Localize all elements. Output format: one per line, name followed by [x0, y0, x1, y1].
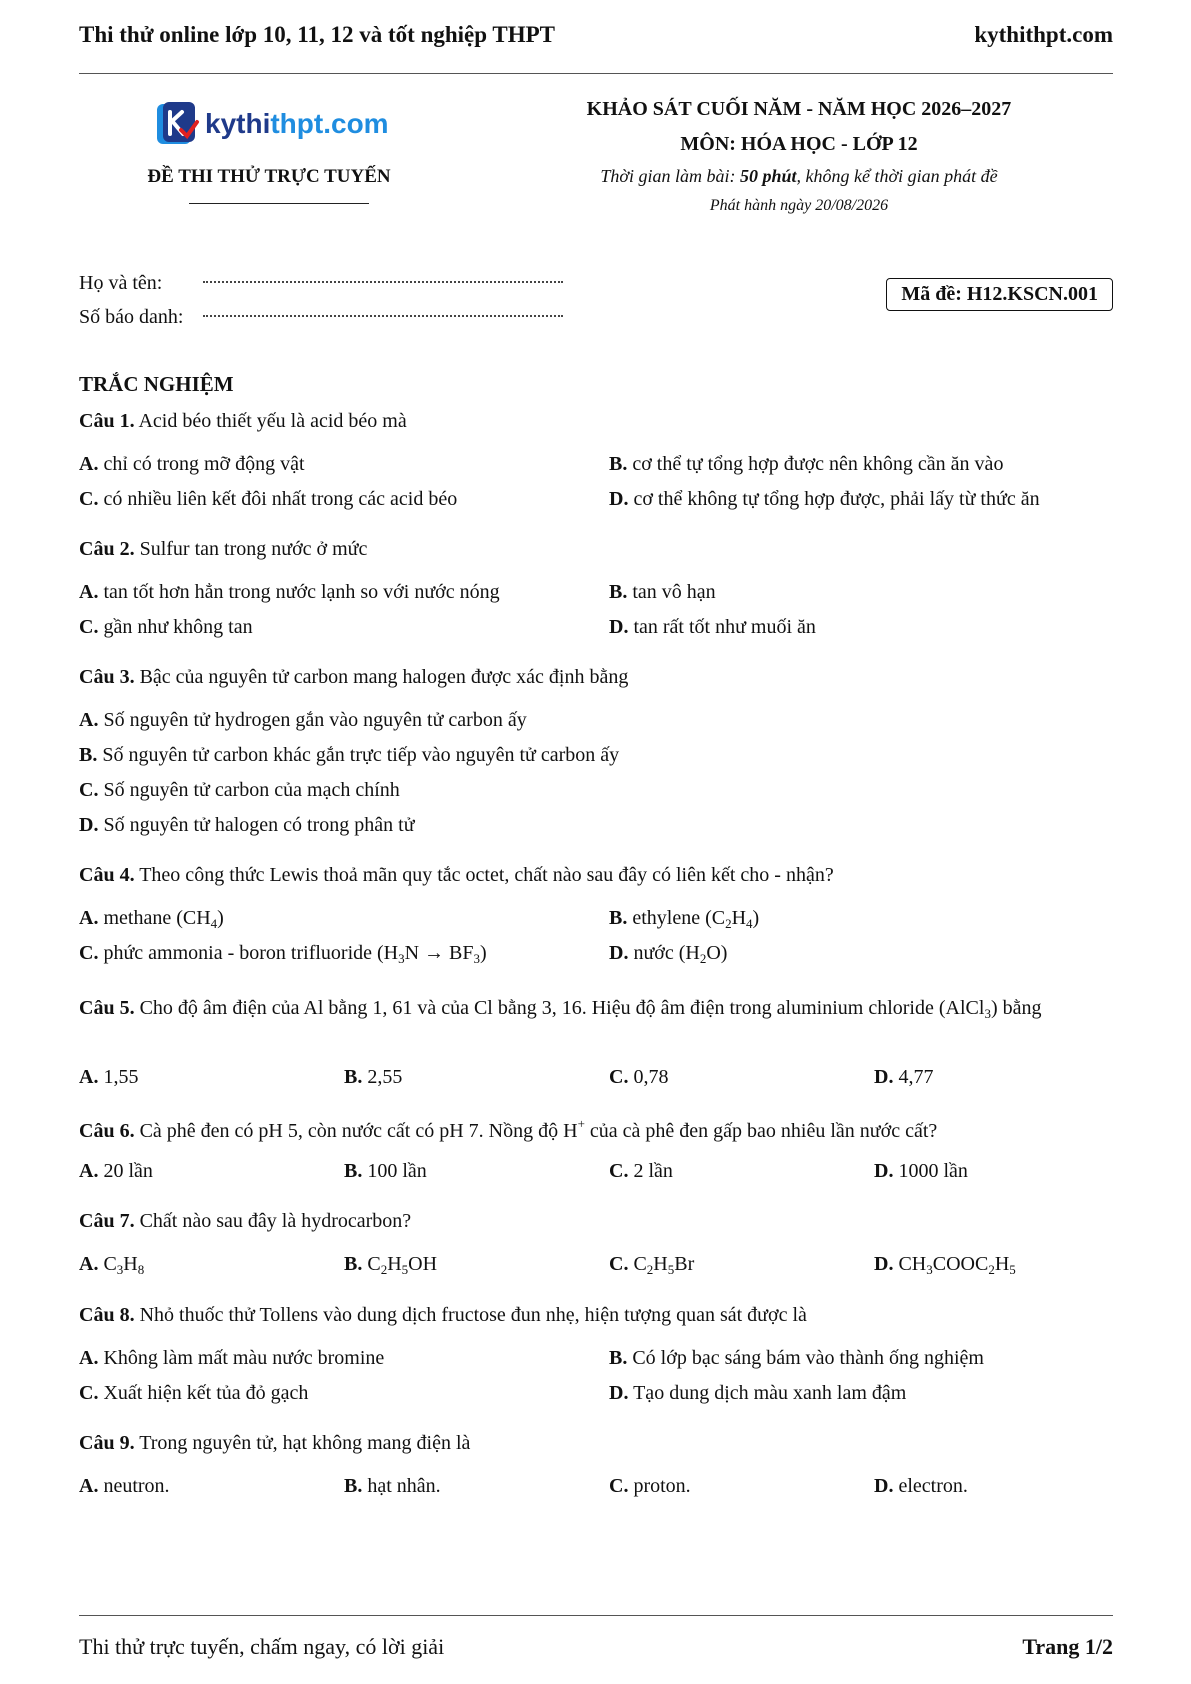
q7-option-d[interactable]: D. $CH_3COOC_2H_5$: [874, 1253, 1016, 1277]
q7-option-b[interactable]: B. $C_2H_5OH$: [344, 1253, 438, 1277]
q1-option-d[interactable]: D. cơ thể không tự tổng hợp được, phải lấy từ thức ăn: [609, 488, 1040, 510]
q1-option-b[interactable]: B. cơ thể tự tổng hợp được nên không cần ăn vào: [609, 453, 1004, 475]
name-label: Họ và tên:: [79, 272, 163, 294]
id-field[interactable]: [203, 315, 563, 317]
q4-option-c[interactable]: C. phức ammonia - boron trifluoride $(H_3N \to BF_3)$: [79, 942, 487, 966]
q9-option-c[interactable]: C. proton.: [609, 1475, 691, 1497]
q3-option-c[interactable]: C. Số nguyên tử carbon của mạch chính: [79, 779, 400, 801]
q8-option-c[interactable]: C. Xuất hiện kết tủa đỏ gạch: [79, 1382, 309, 1404]
q2-option-b[interactable]: B. tan vô hạn: [609, 581, 716, 603]
logo-text: kythithpt.com: [205, 108, 389, 139]
section-title: TRẮC NGHIỆM: [79, 372, 234, 396]
q5-option-c[interactable]: C. 0,78: [609, 1066, 669, 1088]
question-2: Câu 2. Sulfur tan trong nước ở mức: [79, 538, 368, 560]
q3-option-d[interactable]: D. Số nguyên tử halogen có trong phân tử: [79, 814, 415, 836]
footer-tagline: Thi thử trực tuyến, chấm ngay, có lời giải: [79, 1634, 445, 1659]
question-6: Câu 6. Cà phê đen có pH 5, còn nước cất có pH 7. Nồng độ H+ của cà phê đen gấp bao nhiêu lần nước cất?: [79, 1116, 938, 1142]
question-3: Câu 3. Bậc của nguyên tử carbon mang halogen được xác định bằng: [79, 666, 629, 688]
q5-option-a[interactable]: A. 1,55: [79, 1066, 139, 1088]
question-7: Câu 7. Chất nào sau đây là hydrocarbon?: [79, 1210, 412, 1232]
question-8: Câu 8. Nhỏ thuốc thử Tollens vào dung dịch fructose đun nhẹ, hiện tượng quan sát được là: [79, 1304, 807, 1326]
candidate-fields: [79, 266, 563, 334]
footer-rule: [79, 1615, 1113, 1616]
exam-duration: Thời gian làm bài: 50 phút, không kể thời gian phát đề: [600, 166, 998, 186]
exam-subject: MÔN: HÓA HỌC - LỚP 12: [680, 133, 918, 155]
q1-option-c[interactable]: C. có nhiều liên kết đôi nhất trong các acid béo: [79, 488, 458, 510]
page-header: [79, 22, 1113, 48]
q4-option-d[interactable]: D. nước $(H_2O)$: [609, 942, 728, 966]
q9-option-b[interactable]: B. hạt nhân.: [344, 1475, 441, 1497]
q6-option-b[interactable]: B. 100 lần: [344, 1160, 427, 1182]
q5-option-b[interactable]: B. 2,55: [344, 1066, 403, 1088]
exam-page: [79, 0, 1113, 1684]
q8-option-b[interactable]: B. Có lớp bạc sáng bám vào thành ống nghiệm: [609, 1347, 984, 1369]
q6-option-a[interactable]: A. 20 lần: [79, 1160, 153, 1182]
question-9: Câu 9. Trong nguyên tử, hạt không mang điện là: [79, 1432, 471, 1454]
q2-option-d[interactable]: D. tan rất tốt như muối ăn: [609, 616, 816, 638]
q5-option-d[interactable]: D. 4,77: [874, 1066, 934, 1088]
header-rule: [79, 73, 1113, 74]
id-label: Số báo danh:: [79, 306, 184, 328]
header-title: Thi thử online lớp 10, 11, 12 và tốt nghiệp THPT: [79, 22, 555, 47]
q1-option-a[interactable]: A. chỉ có trong mỡ động vật: [79, 453, 305, 475]
q8-option-a[interactable]: A. Không làm mất màu nước bromine: [79, 1347, 385, 1369]
q2-option-a[interactable]: A. tan tốt hơn hẳn trong nước lạnh so với nước nóng: [79, 581, 500, 603]
logo-icon: [153, 100, 201, 148]
q6-option-d[interactable]: D. 1000 lần: [874, 1160, 968, 1182]
q2-option-c[interactable]: C. gần như không tan: [79, 616, 253, 638]
question-1: Câu 1. Acid béo thiết yếu là acid béo mà: [79, 410, 407, 432]
page-number: Trang 1/2: [1022, 1634, 1113, 1659]
exam-code-badge: Mã đề: H12.KSCN.001: [886, 278, 1113, 311]
exam-heading: [519, 98, 1079, 215]
q7-option-a[interactable]: A. $C_3H_8$: [79, 1253, 145, 1277]
question-4: Câu 4. Theo công thức Lewis thoả mãn quy tắc octet, chất nào sau đây có liên kết cho - nhận?: [79, 864, 834, 886]
name-field[interactable]: [203, 281, 563, 283]
site-logo[interactable]: [153, 100, 389, 148]
header-site[interactable]: kythithpt.com: [974, 22, 1113, 47]
exam-type-title: ĐỀ THI THỬ TRỰC TUYẾN: [147, 166, 391, 187]
q3-option-a[interactable]: A. Số nguyên tử hydrogen gắn vào nguyên tử carbon ấy: [79, 709, 527, 731]
q9-option-a[interactable]: A. neutron.: [79, 1475, 170, 1497]
q9-option-d[interactable]: D. electron.: [874, 1475, 968, 1497]
q8-option-d[interactable]: D. Tạo dung dịch màu xanh lam đậm: [609, 1382, 907, 1404]
exam-title: KHẢO SÁT CUỐI NĂM - NĂM HỌC 2026–2027: [586, 98, 1012, 120]
q6-option-c[interactable]: C. 2 lần: [609, 1160, 673, 1182]
page-footer: [79, 1634, 1113, 1660]
q3-option-b[interactable]: B. Số nguyên tử carbon khác gắn trực tiếp vào nguyên tử carbon ấy: [79, 744, 620, 766]
exam-release-date: Phát hành ngày 20/08/2026: [709, 197, 889, 214]
q4-option-b[interactable]: B. ethylene $(C_2H_4)$: [609, 907, 760, 931]
question-5: Câu 5. Cho độ âm điện của Al bằng 1, 61 và của Cl bằng 3, 16. Hiệu độ âm điện trong aluminium chloride (AlCl$_3$) bằng: [79, 997, 1042, 1021]
q4-option-a[interactable]: A. methane $(CH_4)$: [79, 907, 224, 931]
title-underline: [189, 203, 369, 204]
q7-option-c[interactable]: C. $C_2H_5Br$: [609, 1253, 695, 1277]
